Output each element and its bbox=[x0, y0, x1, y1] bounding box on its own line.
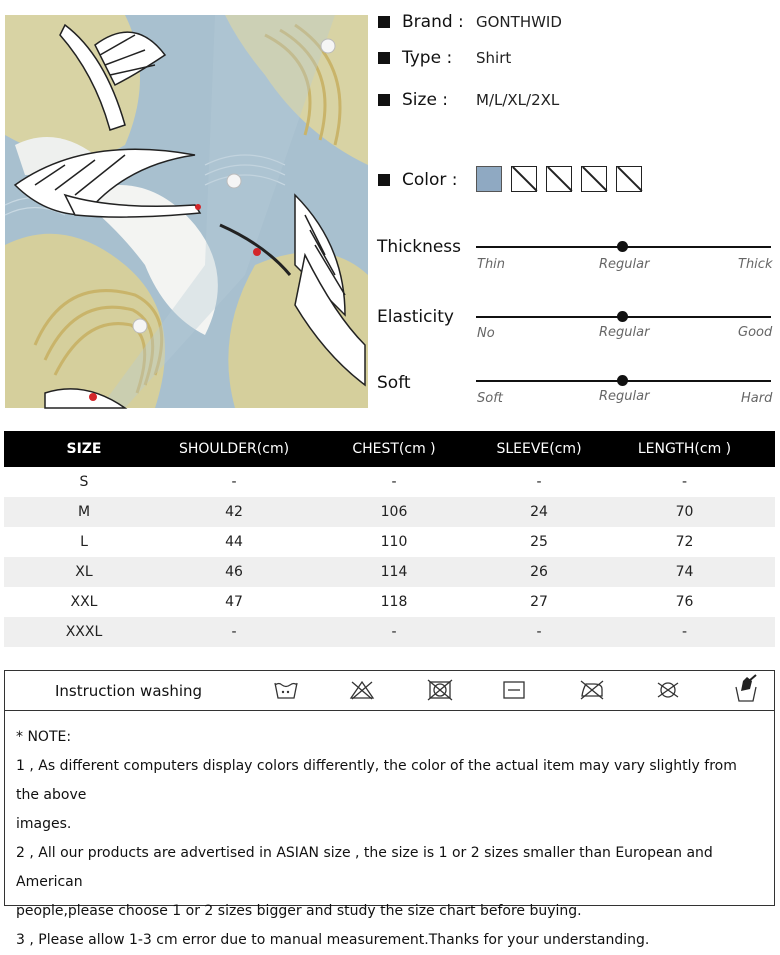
table-cell: - bbox=[484, 617, 594, 647]
table-cell: - bbox=[164, 617, 304, 647]
note-heading: * NOTE: bbox=[16, 729, 72, 745]
spec-color bbox=[378, 170, 476, 190]
washing-title: Instruction washing bbox=[55, 681, 203, 700]
table-row bbox=[4, 557, 775, 587]
elasticity-label: Elasticity bbox=[377, 307, 454, 327]
spec-color-label: Color : bbox=[402, 170, 458, 190]
table-cell: 47 bbox=[225, 594, 243, 610]
note-line: images. bbox=[16, 816, 72, 832]
washing-instructions-bar bbox=[4, 670, 775, 710]
table-cell: 42 bbox=[164, 497, 304, 527]
spec-size bbox=[378, 90, 560, 110]
table-cell: XL bbox=[4, 557, 164, 587]
table-cell: 26 bbox=[484, 557, 594, 587]
table-cell: S bbox=[79, 474, 89, 490]
hand-wash-only-icon bbox=[733, 675, 759, 703]
spec-type-value: Shirt bbox=[476, 49, 512, 67]
header-size: SIZE bbox=[4, 431, 164, 467]
size-table-header bbox=[4, 431, 775, 467]
thickness-min-label: Thin bbox=[477, 257, 506, 272]
table-cell: 70 bbox=[594, 497, 775, 527]
note-line: 3 , Please allow 1-3 cm error due to manual measurement.Thanks for your understanding. bbox=[16, 932, 650, 948]
spec-size-label: Size : bbox=[402, 90, 449, 110]
do-not-bleach-icon bbox=[349, 679, 375, 701]
spec-brand-value: GONTHWID bbox=[476, 13, 562, 31]
table-cell: 110 bbox=[380, 534, 408, 550]
elasticity-max-label: Good bbox=[738, 325, 773, 340]
soft-indicator-dot bbox=[617, 375, 628, 386]
table-cell: 114 bbox=[304, 557, 484, 587]
header-sleeve: SLEEVE(cm) bbox=[484, 431, 594, 467]
spec-size-value: M/L/XL/2XL bbox=[476, 91, 560, 109]
color-swatch-empty bbox=[511, 166, 537, 192]
do-not-dry-clean-icon bbox=[655, 679, 681, 701]
table-cell: - bbox=[681, 474, 688, 490]
table-cell: - bbox=[304, 617, 484, 647]
spec-type-label: Type : bbox=[402, 48, 453, 68]
color-swatch-empty bbox=[616, 166, 642, 192]
note-line: people,please choose 1 or 2 sizes bigger and study the size chart before buying. bbox=[16, 903, 582, 919]
table-row bbox=[4, 467, 775, 497]
soft-max-label: Hard bbox=[741, 391, 773, 406]
table-cell: 76 bbox=[675, 594, 694, 610]
table-cell: M bbox=[4, 497, 164, 527]
soft-mid-label: Regular bbox=[599, 389, 650, 404]
header-length: LENGTH(cm ) bbox=[594, 431, 775, 467]
table-cell: XXXL bbox=[4, 617, 164, 647]
color-swatch-empty bbox=[581, 166, 607, 192]
thickness-indicator-dot bbox=[617, 241, 628, 252]
table-cell: 27 bbox=[530, 594, 548, 610]
elasticity-mid-label: Regular bbox=[599, 325, 650, 340]
table-cell: 24 bbox=[484, 497, 594, 527]
size-chart-table bbox=[4, 431, 775, 647]
note-line: 2 , All our products are advertised in ASIAN size , the size is 1 or 2 sizes smaller than European and American bbox=[16, 845, 713, 890]
bullet-square-icon bbox=[378, 52, 390, 64]
hand-wash-icon bbox=[273, 679, 299, 701]
spec-brand bbox=[378, 12, 562, 32]
table-cell: 106 bbox=[304, 497, 484, 527]
flat-dry-icon bbox=[501, 679, 527, 701]
table-cell: 25 bbox=[530, 534, 548, 550]
spec-type bbox=[378, 48, 512, 68]
crane-wave-print-illustration bbox=[5, 15, 368, 408]
table-row bbox=[4, 587, 775, 617]
table-row bbox=[4, 497, 775, 527]
do-not-iron-icon bbox=[579, 679, 605, 701]
table-cell: 74 bbox=[594, 557, 775, 587]
color-swatches bbox=[476, 166, 651, 192]
table-cell: L bbox=[80, 534, 88, 550]
soft-min-label: Soft bbox=[477, 391, 503, 406]
thickness-mid-label: Regular bbox=[599, 257, 650, 272]
thickness-max-label: Thick bbox=[738, 257, 773, 272]
header-shoulder: SHOULDER(cm) bbox=[164, 431, 304, 467]
table-cell: 72 bbox=[675, 534, 694, 550]
color-swatch-empty bbox=[546, 166, 572, 192]
spec-brand-label: Brand : bbox=[402, 12, 464, 32]
bullet-square-icon bbox=[378, 94, 390, 106]
table-cell: - bbox=[536, 474, 542, 490]
table-cell: - bbox=[391, 474, 397, 490]
table-cell: - bbox=[231, 474, 237, 490]
notes-section bbox=[4, 710, 775, 948]
thickness-label: Thickness bbox=[377, 237, 462, 257]
table-cell: 44 bbox=[225, 534, 243, 550]
table-row bbox=[4, 617, 775, 647]
note-line: 1 , As different computers display colors differently, the color of the actual item may vary slightly from the above bbox=[16, 758, 737, 803]
product-photo bbox=[5, 15, 368, 408]
elasticity-min-label: No bbox=[477, 326, 495, 341]
elasticity-indicator-dot bbox=[617, 311, 628, 322]
table-cell: 118 bbox=[380, 594, 408, 610]
do-not-tumble-dry-icon bbox=[427, 679, 453, 701]
color-swatch-blue[interactable] bbox=[476, 166, 502, 192]
table-row bbox=[4, 527, 775, 557]
table-cell: 46 bbox=[164, 557, 304, 587]
header-chest: CHEST(cm ) bbox=[304, 431, 484, 467]
bullet-square-icon bbox=[378, 174, 390, 186]
bullet-square-icon bbox=[378, 16, 390, 28]
table-cell: - bbox=[594, 617, 775, 647]
table-cell: XXL bbox=[70, 594, 98, 610]
soft-label: Soft bbox=[377, 373, 411, 393]
